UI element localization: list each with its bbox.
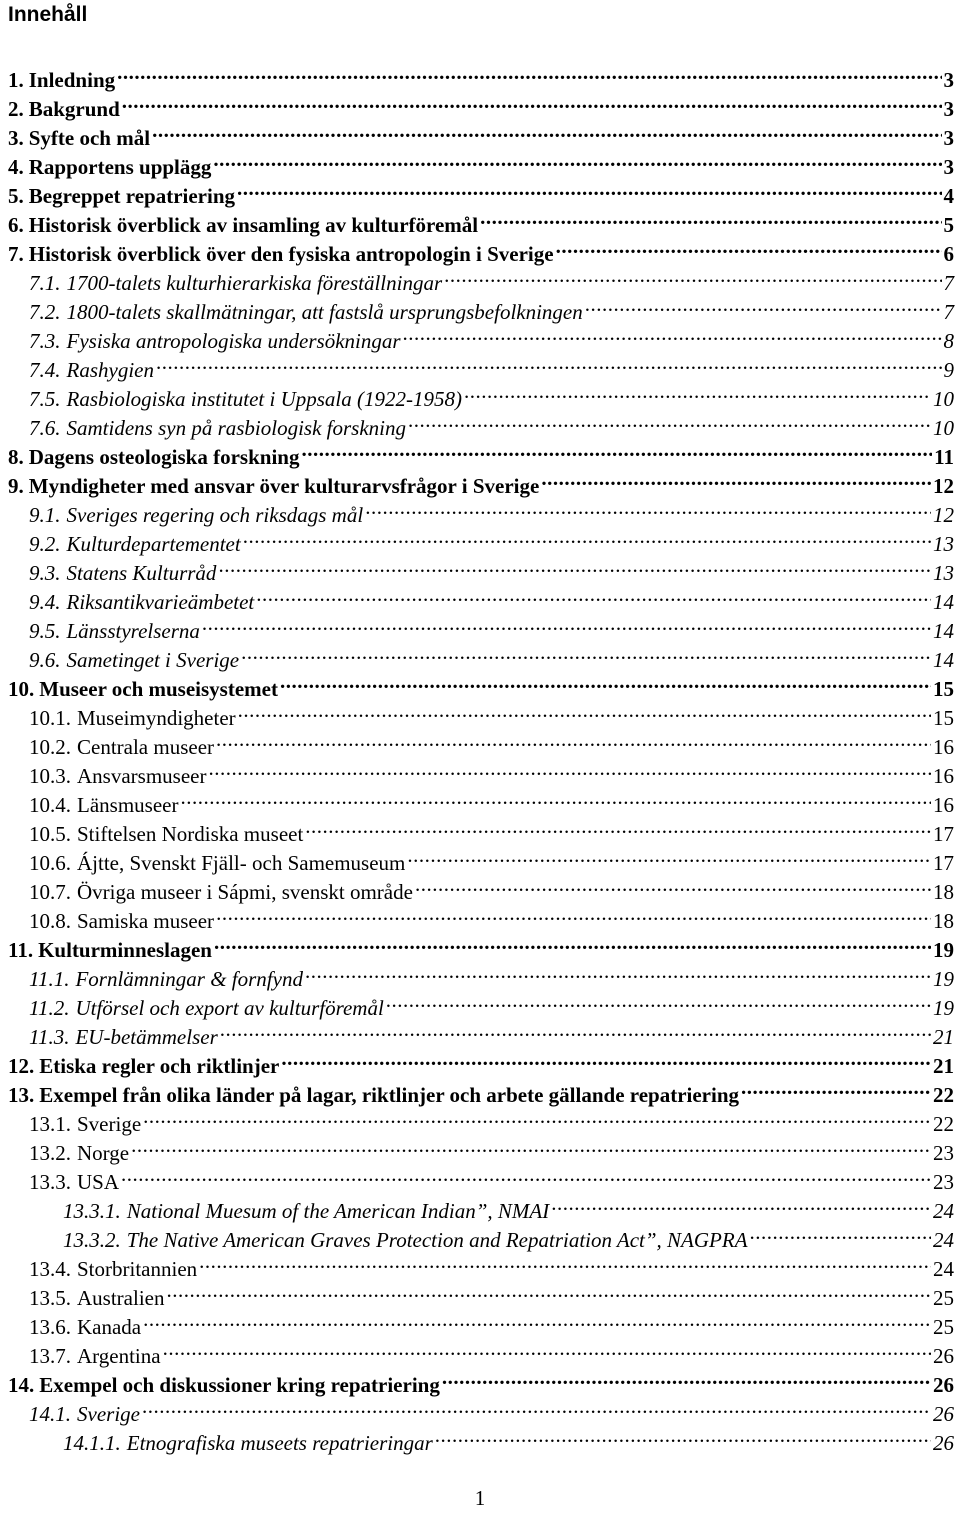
entry-title: Bakgrund <box>28 97 120 121</box>
entry-title: USA <box>77 1170 120 1194</box>
dot-leader <box>281 1044 931 1073</box>
dot-leader <box>166 1276 931 1305</box>
entry-page: 3 <box>943 126 954 150</box>
entry-number: 11.2. <box>29 996 70 1020</box>
entry-title: Historisk överblick över den fysiska antropologin i Sverige <box>28 242 554 266</box>
entry-number: 7.4. <box>29 358 61 382</box>
dot-leader <box>585 290 942 319</box>
entry-title: 1800-talets skallmätningar, att fastslå ursprungsbefolkningen <box>66 300 583 324</box>
entry-number: 7.1. <box>29 271 61 295</box>
dot-leader <box>403 319 942 348</box>
entry-page: 23 <box>933 1141 954 1165</box>
entry-page: 15 <box>933 677 954 701</box>
dot-leader <box>556 232 942 261</box>
entry-number: 10.6. <box>29 851 71 875</box>
entry-number: 10.7. <box>29 880 71 904</box>
entry-page: 23 <box>933 1170 954 1194</box>
dot-leader <box>202 609 931 638</box>
toc-entry[interactable] <box>0 1392 960 1426</box>
toc-entry[interactable] <box>0 1160 960 1194</box>
entry-page: 19 <box>933 967 954 991</box>
entry-number: 9.2. <box>29 532 61 556</box>
dot-leader <box>152 116 941 145</box>
dot-leader <box>117 58 941 87</box>
entry-title: Sveriges regering och riksdags mål <box>66 503 364 527</box>
entry-page: 19 <box>933 996 954 1020</box>
dot-leader <box>415 870 931 899</box>
entry-title: Kulturminneslagen <box>38 938 212 962</box>
entry-title: EU-betämmelser <box>75 1025 218 1049</box>
entry-number: 11.1. <box>29 967 70 991</box>
dot-leader <box>216 899 931 928</box>
page-number: 1 <box>474 1486 486 1510</box>
entry-page: 22 <box>933 1083 954 1107</box>
entry-title: Fysiska antropologiska undersökningar <box>66 329 401 353</box>
toc-entry[interactable] <box>0 1102 960 1136</box>
entry-page: 21 <box>933 1054 954 1078</box>
entry-number: 7.2. <box>29 300 61 324</box>
entry-page: 22 <box>933 1112 954 1136</box>
entry-number: 6. <box>8 213 24 237</box>
entry-title: Syfte och mål <box>28 126 151 150</box>
entry-title: Sametinget i Sverige <box>66 648 240 672</box>
entry-title: Exempel från olika länder på lagar, riktlinjer och arbete gällande repatriering <box>39 1083 740 1107</box>
entry-page: 9 <box>943 358 954 382</box>
entry-title: Exempel och diskussioner kring repatriering <box>39 1373 440 1397</box>
entry-page: 26 <box>933 1373 954 1397</box>
entry-page: 26 <box>933 1431 954 1455</box>
entry-page: 16 <box>933 793 954 817</box>
dot-leader <box>143 1305 931 1334</box>
toc-heading: Innehåll <box>8 3 88 26</box>
entry-title: Länsmuseer <box>77 793 179 817</box>
toc-entry[interactable] <box>0 87 960 121</box>
entry-title: Storbritannien <box>77 1257 198 1281</box>
entry-page: 24 <box>933 1257 954 1281</box>
entry-page: 14 <box>933 619 954 643</box>
toc-entry[interactable] <box>0 116 960 150</box>
entry-title: Inledning <box>28 68 116 92</box>
entry-page: 7 <box>943 300 954 324</box>
entry-title: 1700-talets kulturhierarkiska föreställningar <box>66 271 443 295</box>
dot-leader <box>241 638 931 667</box>
entry-page: 26 <box>933 1344 954 1368</box>
entry-title: Centrala museer <box>77 735 215 759</box>
entry-title: Norge <box>77 1141 130 1165</box>
entry-title: Sverige <box>77 1402 140 1426</box>
entry-number: 10.3. <box>29 764 71 788</box>
entry-number: 14.1.1. <box>63 1431 121 1455</box>
entry-number: 10.2. <box>29 735 71 759</box>
entry-number: 13.2. <box>29 1141 71 1165</box>
entry-number: 9.3. <box>29 561 61 585</box>
entry-title: Stiftelsen Nordiska museet <box>77 822 304 846</box>
dot-leader <box>163 1334 931 1363</box>
entry-title: Museimyndigheter <box>77 706 236 730</box>
entry-title: Statens Kulturråd <box>66 561 217 585</box>
dot-leader <box>551 1189 931 1218</box>
entry-title: Samtidens syn på rasbiologisk forskning <box>66 416 406 440</box>
toc-entry[interactable] <box>0 1305 960 1339</box>
entry-page: 21 <box>933 1025 954 1049</box>
dot-leader <box>208 754 931 783</box>
entry-number: 11. <box>8 938 34 962</box>
entry-number: 13.6. <box>29 1315 71 1339</box>
table-of-contents <box>0 58 960 1455</box>
dot-leader <box>156 348 942 377</box>
entry-page: 10 <box>933 387 954 411</box>
toc-entry[interactable] <box>0 1131 960 1165</box>
dot-leader <box>280 667 931 696</box>
dot-leader <box>386 986 931 1015</box>
entry-page: 25 <box>933 1315 954 1339</box>
dot-leader <box>541 464 931 493</box>
dot-leader <box>243 522 931 551</box>
entry-title: Myndigheter med ansvar över kulturarvsfrågor i Sverige <box>28 474 540 498</box>
entry-title: The Native American Graves Protection and Repatriation Act”, NAGPRA <box>126 1228 748 1252</box>
entry-number: 7.6. <box>29 416 61 440</box>
entry-title: National Muesum of the American Indian”, NMAI <box>126 1199 550 1223</box>
entry-page: 24 <box>933 1228 954 1252</box>
entry-title: Utförsel och export av kulturföremål <box>75 996 384 1020</box>
dot-leader <box>121 1160 931 1189</box>
dot-leader <box>442 1363 931 1392</box>
entry-title: Etiska regler och riktlinjer <box>39 1054 280 1078</box>
entry-page: 3 <box>943 155 954 179</box>
entry-page: 19 <box>933 938 954 962</box>
dot-leader <box>444 261 941 290</box>
entry-number: 13.3.2. <box>63 1228 121 1252</box>
entry-number: 13.1. <box>29 1112 71 1136</box>
dot-leader <box>199 1247 931 1276</box>
entry-number: 10.4. <box>29 793 71 817</box>
entry-title: Argentina <box>77 1344 161 1368</box>
entry-number: 9. <box>8 474 24 498</box>
dot-leader <box>464 377 931 406</box>
entry-number: 10.8. <box>29 909 71 933</box>
entry-title: Ansvarsmuseer <box>77 764 207 788</box>
entry-title: Museer och museisystemet <box>39 677 278 701</box>
dot-leader <box>435 1421 931 1450</box>
dot-leader <box>237 174 941 203</box>
entry-number: 5. <box>8 184 24 208</box>
entry-number: 7. <box>8 242 24 266</box>
entry-page: 17 <box>933 822 954 846</box>
dot-leader <box>750 1218 931 1247</box>
entry-page: 14 <box>933 590 954 614</box>
entry-page: 13 <box>933 561 954 585</box>
entry-title: Kulturdepartementet <box>66 532 241 556</box>
entry-number: 2. <box>8 97 24 121</box>
entry-number: 13.3. <box>29 1170 71 1194</box>
entry-page: 5 <box>943 213 954 237</box>
entry-number: 8. <box>8 445 24 469</box>
dot-leader <box>143 1102 931 1131</box>
dot-leader <box>238 696 931 725</box>
entry-title: Rashygien <box>66 358 154 382</box>
entry-title: Ájtte, Svenskt Fjäll- och Samemuseum <box>77 851 406 875</box>
entry-number: 9.5. <box>29 619 61 643</box>
entry-title: Rapportens upplägg <box>28 155 212 179</box>
entry-page: 12 <box>933 474 954 498</box>
entry-page: 12 <box>933 503 954 527</box>
entry-page: 25 <box>933 1286 954 1310</box>
entry-page: 16 <box>933 764 954 788</box>
entry-page: 18 <box>933 880 954 904</box>
entry-title: Övriga museer i Sápmi, svenskt område <box>77 880 413 904</box>
entry-number: 12. <box>8 1054 35 1078</box>
entry-title: Länsstyrelserna <box>66 619 200 643</box>
entry-page: 18 <box>933 909 954 933</box>
dot-leader <box>256 580 931 609</box>
entry-number: 13. <box>8 1083 35 1107</box>
dot-leader <box>180 783 931 812</box>
entry-title: Samiska museer <box>77 909 215 933</box>
entry-number: 9.6. <box>29 648 61 672</box>
entry-number: 10.5. <box>29 822 71 846</box>
dot-leader <box>122 87 942 116</box>
entry-number: 13.7. <box>29 1344 71 1368</box>
toc-entry[interactable] <box>0 58 960 92</box>
entry-number: 10.1. <box>29 706 71 730</box>
toc-entry[interactable] <box>0 1334 960 1368</box>
dot-leader <box>216 725 931 754</box>
toc-entry[interactable] <box>0 1421 960 1455</box>
entry-page: 10 <box>933 416 954 440</box>
entry-number: 13.4. <box>29 1257 71 1281</box>
dot-leader <box>220 1015 931 1044</box>
entry-page: 11 <box>934 445 954 469</box>
dot-leader <box>408 406 931 435</box>
entry-title: Riksantikvarieämbetet <box>66 590 255 614</box>
entry-page: 16 <box>933 735 954 759</box>
entry-title: Dagens osteologiska forskning <box>28 445 300 469</box>
entry-title: Etnografiska museets repatrieringar <box>126 1431 433 1455</box>
entry-page: 24 <box>933 1199 954 1223</box>
entry-number: 13.5. <box>29 1286 71 1310</box>
entry-number: 4. <box>8 155 24 179</box>
entry-number: 14.1. <box>29 1402 71 1426</box>
entry-page: 3 <box>943 68 954 92</box>
entry-page: 7 <box>943 271 954 295</box>
entry-number: 7.5. <box>29 387 61 411</box>
toc-entry[interactable] <box>0 1189 960 1223</box>
entry-page: 17 <box>933 851 954 875</box>
entry-number: 9.1. <box>29 503 61 527</box>
dot-leader <box>214 928 931 957</box>
dot-leader <box>480 203 941 232</box>
entry-page: 26 <box>933 1402 954 1426</box>
entry-number: 7.3. <box>29 329 61 353</box>
dot-leader <box>305 957 931 986</box>
entry-page: 8 <box>943 329 954 353</box>
dot-leader <box>305 812 931 841</box>
entry-page: 14 <box>933 648 954 672</box>
entry-title: Kanada <box>77 1315 142 1339</box>
dot-leader <box>218 551 931 580</box>
entry-number: 3. <box>8 126 24 150</box>
dot-leader <box>142 1392 931 1421</box>
entry-page: 13 <box>933 532 954 556</box>
entry-number: 11.3. <box>29 1025 70 1049</box>
entry-title: Australien <box>77 1286 165 1310</box>
entry-title: Fornlämningar & fornfynd <box>75 967 303 991</box>
entry-number: 14. <box>8 1373 35 1397</box>
entry-number: 10. <box>8 677 35 701</box>
entry-number: 1. <box>8 68 24 92</box>
entry-number: 9.4. <box>29 590 61 614</box>
entry-title: Begreppet repatriering <box>28 184 236 208</box>
entry-page: 15 <box>933 706 954 730</box>
entry-title: Sverige <box>77 1112 142 1136</box>
dot-leader <box>213 145 941 174</box>
entry-page: 3 <box>943 97 954 121</box>
entry-page: 4 <box>943 184 954 208</box>
dot-leader <box>407 841 931 870</box>
dot-leader <box>131 1131 931 1160</box>
entry-page: 6 <box>943 242 954 266</box>
dot-leader <box>301 435 932 464</box>
entry-title: Historisk överblick av insamling av kulturföremål <box>28 213 479 237</box>
entry-number: 13.3.1. <box>63 1199 121 1223</box>
dot-leader <box>741 1073 931 1102</box>
dot-leader <box>365 493 931 522</box>
entry-title: Rasbiologiska institutet i Uppsala (1922-1958) <box>66 387 462 411</box>
